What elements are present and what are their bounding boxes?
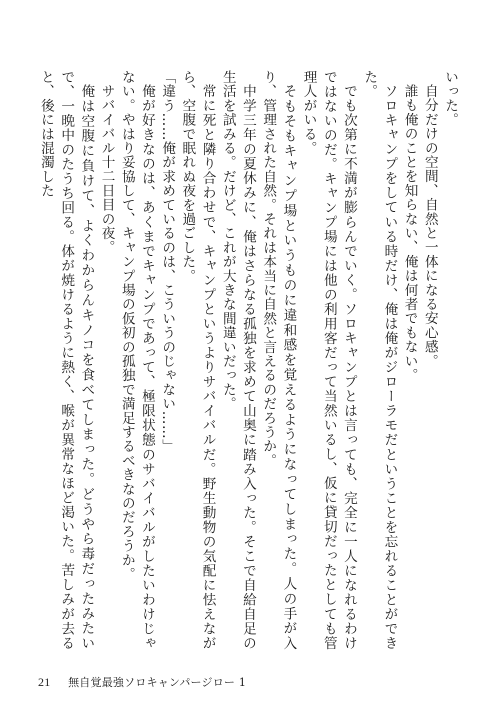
book-title: 無自覚最強ソロキャンパージロー 1 — [68, 676, 247, 689]
paragraph: いった。 — [442, 70, 458, 127]
paragraph: ソロキャンプをしている時だけ、俺は俺がジローラモだということを忘れることができた。 — [361, 70, 398, 650]
vertical-text-body — [37, 70, 460, 650]
paragraph: 俺は空腹に負けて、よくわからんキノコを食べてしまった。どうやら毒だったみたいで、一晩中のたうち回る。体が焼けるように熱く、喉が異常なほど渇いた。苦しみが去ると、後には混濁した — [37, 70, 95, 650]
paragraph: 中学三年の夏休みに、俺はさらなる孤独を求めて山奥に踏み入った。そこで自給自足の生活を試みる。だけど、これが大きな間違いだった。 — [219, 70, 256, 650]
page-number: 21 — [38, 675, 51, 689]
paragraph: 俺が好きなのは、あくまでキャンプであって、極限状態のサバイバルがしたいわけじゃない。やはり妥協して、キャンプ場の仮初の孤独で満足するべきなのだろうか。 — [118, 70, 155, 650]
paragraph: サバイバル十二日目の夜。 — [98, 83, 115, 254]
paragraph: 自分だけの空間、自然と一体になる安心感。 — [421, 83, 438, 368]
paragraph: 誰も俺のことを知らない、俺は何者でもない。 — [401, 83, 418, 382]
paragraph: でも次第に不満が膨らんでいく。ソロキャンプとは言っても、完全に一人になれるわけではないのだ。キャンプ場には他の利用客だって当然いるし、仮に貸切だったとしても管理人がいる。 — [300, 70, 357, 650]
page-footer — [38, 674, 246, 690]
paragraph: そもそもキャンプ場というものに違和感を覚えるようになってしまった。人の手が入り、管理された自然。それは本当に自然と言えるのだろうか。 — [260, 70, 297, 650]
paragraph: 「違う……俺が求めているのは、こういうのじゃない……」 — [159, 70, 176, 454]
paragraph: 常に死と隣り合わせで、キャンプというよりサバイバルだ。野生動物の気配に怯えながら、空腹で眠れぬ夜を過ごした。 — [179, 70, 216, 650]
